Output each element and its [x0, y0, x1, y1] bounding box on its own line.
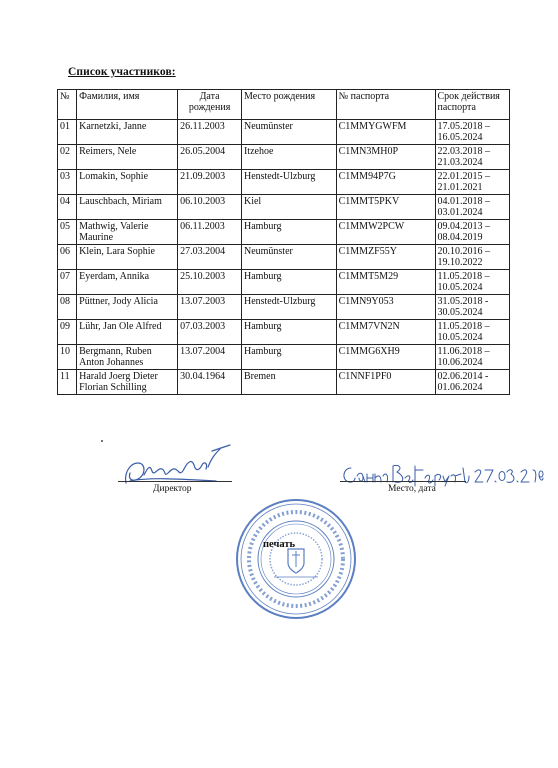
cell-name: Reimers, Nele [77, 145, 178, 170]
table-row [58, 145, 510, 170]
header-number: № [58, 90, 77, 120]
cell-birth-place: Itzehoe [241, 145, 336, 170]
table-row [58, 270, 510, 295]
cell-passport-validity: 11.05.2018 – 10.05.2024 [435, 270, 509, 295]
signature-line [118, 481, 232, 482]
cell-name: Karnetzki, Janne [77, 120, 178, 145]
cell-name: Mathwig, Valerie Maurine [77, 220, 178, 245]
cell-passport-validity: 11.06.2018 – 10.06.2024 [435, 345, 509, 370]
cell-number: 02 [58, 145, 77, 170]
table-row [58, 295, 510, 320]
cell-birth-date: 13.07.2004 [178, 345, 242, 370]
cell-number: 11 [58, 370, 77, 395]
cell-name: Püttner, Jody Alicia [77, 295, 178, 320]
cell-passport-validity: 22.03.2018 – 21.03.2024 [435, 145, 509, 170]
cell-birth-place: Hamburg [241, 320, 336, 345]
cell-birth-date: 06.10.2003 [178, 195, 242, 220]
header-passport-validity: Срок действия паспорта [435, 90, 509, 120]
cell-number: 03 [58, 170, 77, 195]
document-title: Список участников: [68, 66, 176, 78]
table-row [58, 220, 510, 245]
cell-birth-date: 30.04.1964 [178, 370, 242, 395]
cell-number: 04 [58, 195, 77, 220]
cell-birth-place: Henstedt-Ulzburg [241, 170, 336, 195]
cell-passport-number: C1MMW2PCW [336, 220, 435, 245]
table-row [58, 120, 510, 145]
cell-birth-place: Kiel [241, 195, 336, 220]
cell-passport-validity: 02.06.2014 - 01.06.2024 [435, 370, 509, 395]
cell-passport-validity: 09.04.2013 – 08.04.2019 [435, 220, 509, 245]
cell-passport-validity: 11.05.2018 – 10.05.2024 [435, 320, 509, 345]
cell-birth-date: 07.03.2003 [178, 320, 242, 345]
cell-birth-date: 13.07.2003 [178, 295, 242, 320]
cell-passport-number: C1MMT5PKV [336, 195, 435, 220]
table-row [58, 195, 510, 220]
cell-number: 09 [58, 320, 77, 345]
cell-name: Bergmann, Ruben Anton Johannes [77, 345, 178, 370]
cell-passport-number: C1MN9Y053 [336, 295, 435, 320]
cell-birth-place: Neumünster [241, 120, 336, 145]
director-signature [120, 443, 238, 485]
stamp-seal [234, 497, 358, 621]
table-header-row [58, 90, 510, 120]
cell-birth-date: 26.05.2004 [178, 145, 242, 170]
cell-birth-place: Hamburg [241, 345, 336, 370]
director-label: Директор [153, 484, 192, 494]
cell-passport-number: C1NNF1PF0 [336, 370, 435, 395]
cell-passport-validity: 17.05.2018 – 16.05.2024 [435, 120, 509, 145]
header-passport-number: № паспорта [336, 90, 435, 120]
cell-passport-number: C1MM7VN2N [336, 320, 435, 345]
cell-passport-number: C1MN3MH0P [336, 145, 435, 170]
cell-birth-date: 06.11.2003 [178, 220, 242, 245]
cell-passport-validity: 31.05.2018 - 30.05.2024 [435, 295, 509, 320]
cell-passport-number: C1MM94P7G [336, 170, 435, 195]
cell-birth-place: Hamburg [241, 270, 336, 295]
cell-name: Lomakin, Sophie [77, 170, 178, 195]
cell-name: Eyerdam, Annika [77, 270, 178, 295]
cell-number: 01 [58, 120, 77, 145]
cell-number: 06 [58, 245, 77, 270]
place-date-line [340, 481, 466, 482]
cell-passport-number: C1MMT5M29 [336, 270, 435, 295]
table-row [58, 320, 510, 345]
cell-birth-place: Henstedt-Ulzburg [241, 295, 336, 320]
cell-passport-number: C1MMG6XH9 [336, 345, 435, 370]
table-row [58, 245, 510, 270]
cell-passport-number: C1MMZF55Y [336, 245, 435, 270]
cell-name: Klein, Lara Sophie [77, 245, 178, 270]
table-row [58, 345, 510, 370]
cell-birth-date: 21.09.2003 [178, 170, 242, 195]
cell-number: 07 [58, 270, 77, 295]
header-birth-date: Дата рождения [178, 90, 242, 120]
stamp-label: печать [263, 539, 296, 550]
participants-table [57, 89, 510, 395]
table-row [58, 170, 510, 195]
place-date-label: Место, дата [388, 484, 436, 494]
cell-number: 08 [58, 295, 77, 320]
cell-passport-validity: 04.01.2018 – 03.01.2024 [435, 195, 509, 220]
table-row [58, 370, 510, 395]
header-name: Фамилия, имя [77, 90, 178, 120]
cell-birth-place: Hamburg [241, 220, 336, 245]
cell-birth-date: 26.11.2003 [178, 120, 242, 145]
cell-birth-place: Bremen [241, 370, 336, 395]
cell-birth-date: 27.03.2004 [178, 245, 242, 270]
cell-name: Lauschbach, Miriam [77, 195, 178, 220]
header-birth-place: Место рождения [241, 90, 336, 120]
cell-birth-date: 25.10.2003 [178, 270, 242, 295]
cell-passport-validity: 22.01.2015 – 21.01.2021 [435, 170, 509, 195]
stray-dot [101, 440, 103, 442]
cell-passport-number: C1MMYGWFM [336, 120, 435, 145]
cell-number: 05 [58, 220, 77, 245]
cell-number: 10 [58, 345, 77, 370]
cell-name: Lühr, Jan Ole Alfred [77, 320, 178, 345]
handwritten-place-date [339, 462, 544, 488]
cell-birth-place: Neumünster [241, 245, 336, 270]
cell-passport-validity: 20.10.2016 – 19.10.2022 [435, 245, 509, 270]
cell-name: Harald Joerg Dieter Florian Schilling [77, 370, 178, 395]
